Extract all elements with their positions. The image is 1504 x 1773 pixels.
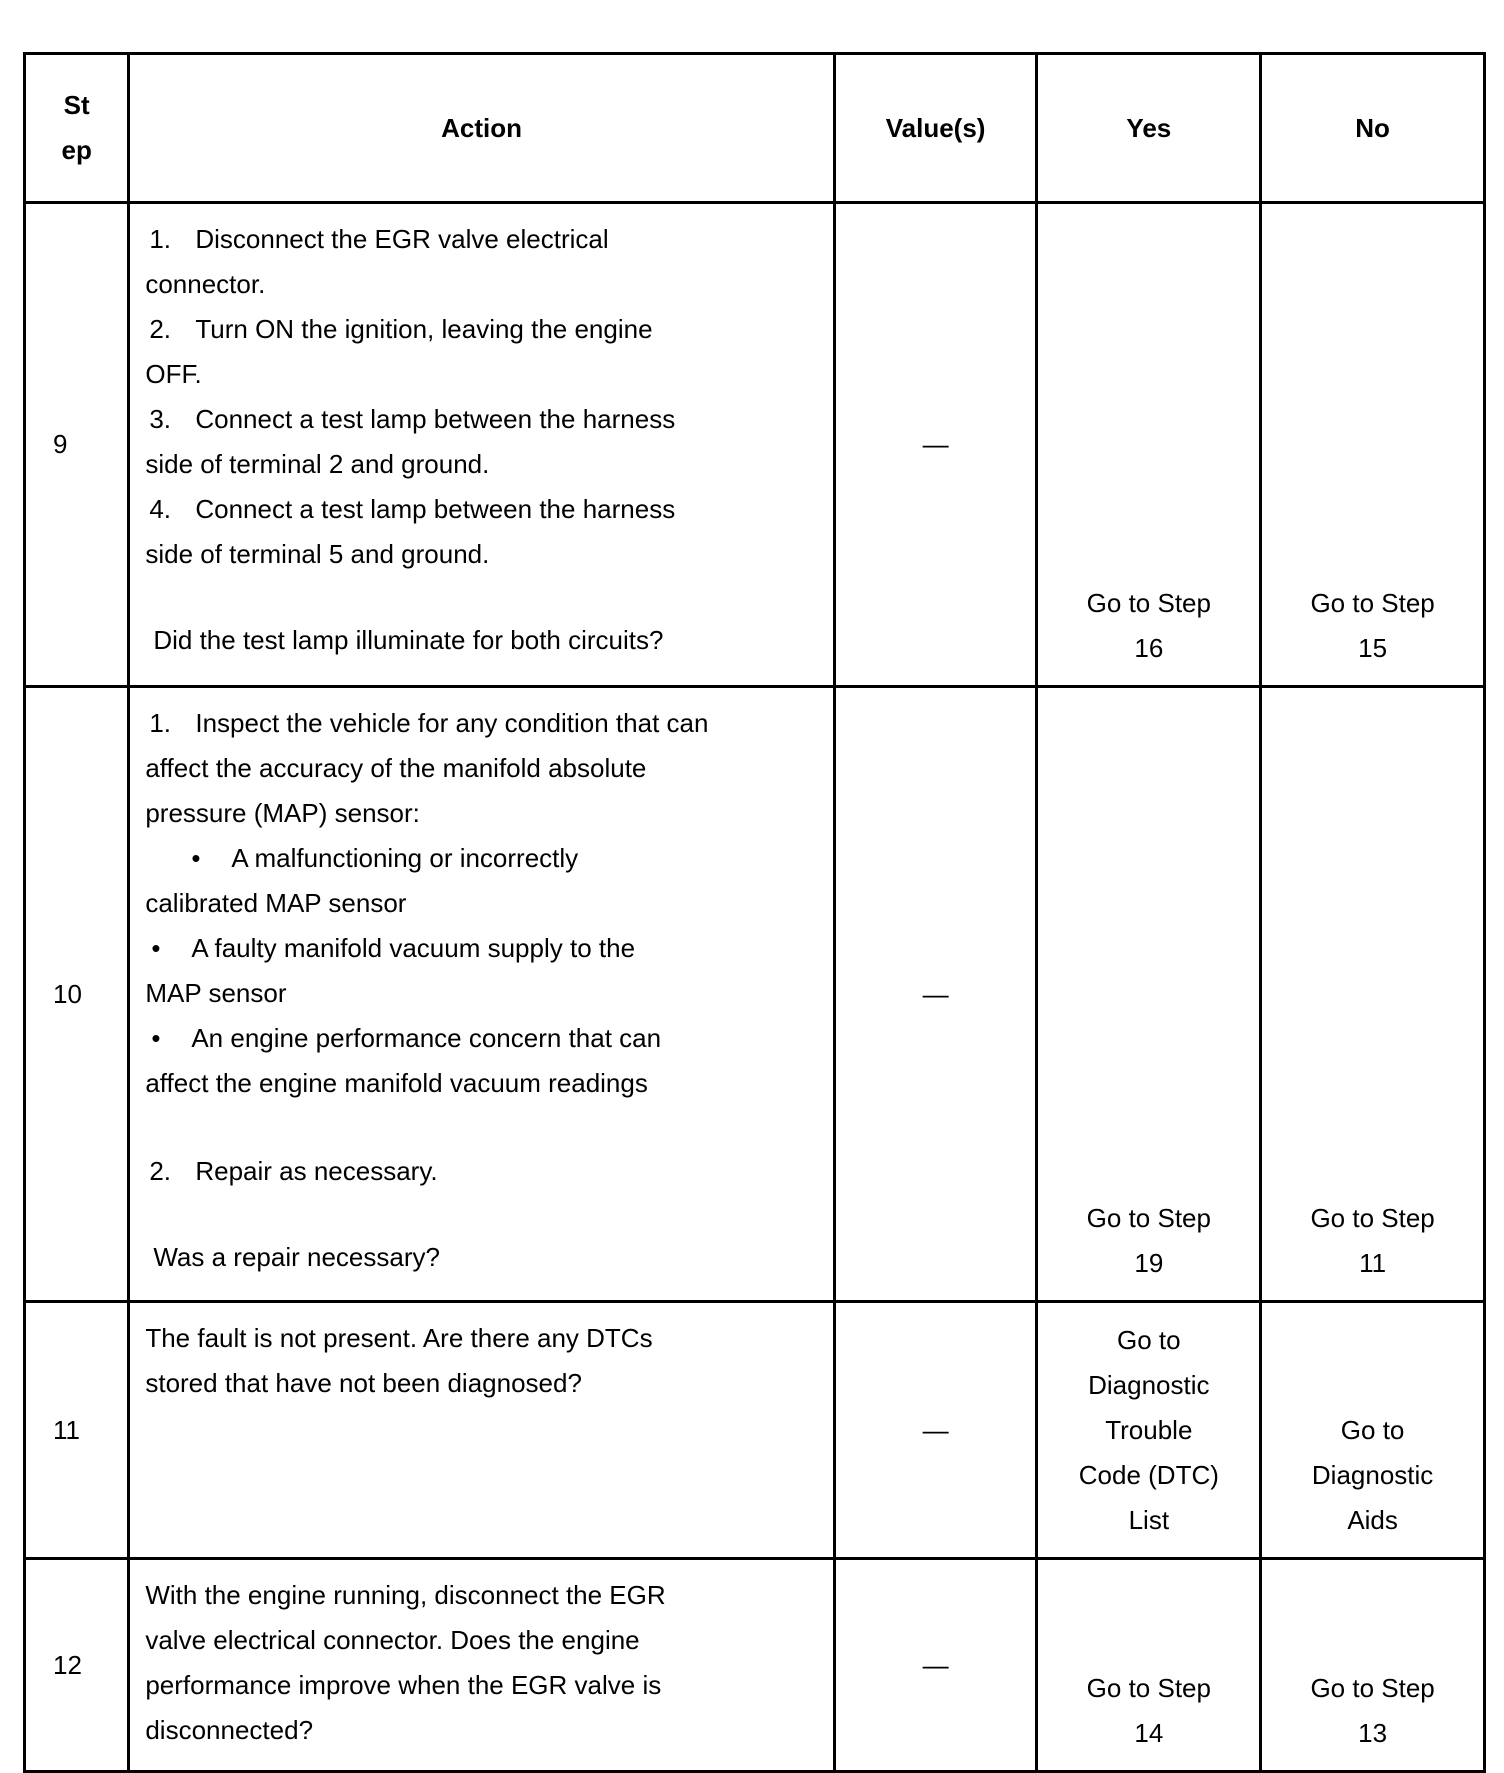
bullet-item: • An engine performance concern that can [151,1023,662,1053]
bullet-item: • A faulty manifold vacuum supply to the [151,933,636,963]
header-value: Value(s) [834,54,1037,203]
bullet-item: • A malfunctioning or incorrectly [191,843,579,873]
action-question: Did the test lamp illuminate for both circuits? [153,625,664,655]
header-yes: Yes [1037,54,1261,203]
step-number: 11 [25,1302,129,1559]
action-item: 1. Inspect the vehicle for any condition that can [149,708,709,738]
action-item: 3. Connect a test lamp between the harness [149,404,676,434]
no-cell: Go to Diagnostic Aids [1261,1302,1485,1559]
action-item-cont: OFF. [145,359,202,389]
step-number: 10 [25,687,129,1302]
yes-cell: Go to Step 14 [1037,1559,1261,1772]
table-row-step-9 [25,203,1485,687]
action-cell: 1. Inspect the vehicle for any condition that can affect the accuracy of the manifold absolute pressure (MAP) sensor: • A malfunctioning or incorrectly calibrated MAP sensor • A faulty manifold vacuum supply to the MAP sensor • An engine performance concern that can affect the engine manifold vacuum readings 2. Repair as necessary. Was a repair necessary? [129,687,834,1302]
action-item: 1. Disconnect the EGR valve electrical [149,224,609,254]
table-row-step-11 [25,1302,1485,1559]
action-item-cont: side of terminal 2 and ground. [145,449,490,479]
action-cell: The fault is not present. Are there any DTCs stored that have not been diagnosed? [129,1302,834,1559]
action-question: Was a repair necessary? [153,1242,440,1272]
action-item-cont: side of terminal 5 and ground. [145,539,490,569]
header-action: Action [129,54,834,203]
no-cell: Go to Step 13 [1261,1559,1485,1772]
value-cell: — [834,1302,1037,1559]
value-cell: — [834,203,1037,687]
table-row-step-12 [25,1559,1485,1772]
table-row-step-10 [25,687,1485,1302]
step-number: 9 [25,203,129,687]
action-item-cont: connector. [145,269,266,299]
diagnostic-table [23,52,1486,1773]
header-step [25,54,129,203]
action-item: 2. Turn ON the ignition, leaving the engine [149,314,653,344]
action-cell [129,203,834,687]
no-cell: Go to Step 15 [1261,203,1485,687]
header-no: No [1261,54,1485,203]
value-cell: — [834,687,1037,1302]
no-cell: Go to Step 11 [1261,687,1485,1302]
yes-cell: Go to Diagnostic Trouble Code (DTC) List [1037,1302,1261,1559]
yes-cell: Go to Step 19 [1037,687,1261,1302]
header-step-label: St ep [61,90,92,165]
action-item: 2. Repair as necessary. [149,1156,438,1186]
step-number: 12 [25,1559,129,1772]
action-item: 4. Connect a test lamp between the harness [149,494,676,524]
action-cell: With the engine running, disconnect the EGR valve electrical connector. Does the engine performance improve when the EGR valve is disconnected? [129,1559,834,1772]
value-cell: — [834,1559,1037,1772]
yes-cell: Go to Step 16 [1037,203,1261,687]
table-header-row [25,54,1485,203]
